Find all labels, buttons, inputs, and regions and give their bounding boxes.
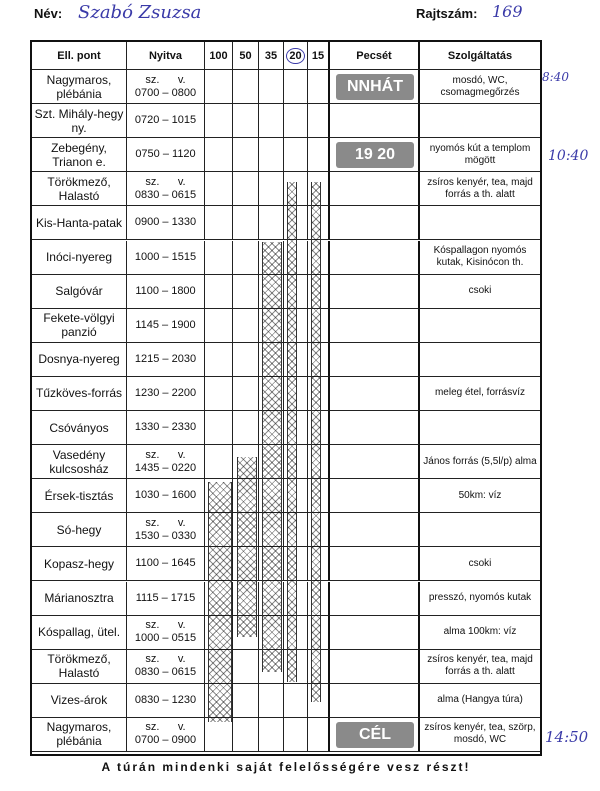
checkpoint-name: Márianosztra — [32, 582, 127, 616]
checkpoint-service: alma (Hangya túra) — [420, 684, 540, 718]
open-time: 1000 – 1515 — [134, 250, 197, 263]
stamp-cell — [330, 513, 420, 547]
cell-100 — [205, 377, 233, 411]
checkpoint-open — [127, 138, 205, 172]
col-point-header: Ell. pont — [32, 42, 127, 70]
cell-50 — [233, 104, 259, 138]
stamp-cell — [330, 582, 420, 616]
checkpoint-open — [127, 445, 205, 479]
cell-15 — [308, 70, 330, 104]
checkpoint-service — [420, 513, 540, 547]
open-time: 1000 – 0515 — [134, 632, 197, 645]
direction-label: sz. v. — [145, 619, 186, 632]
open-time: 1030 – 1600 — [134, 489, 197, 502]
checkpoint-open — [127, 70, 205, 104]
col-open-header: Nyitva — [127, 42, 205, 70]
race-number-label: Rajtszám: — [416, 6, 478, 21]
stamp-cell — [330, 547, 420, 581]
checkpoint-name: Érsek-tisztás — [32, 479, 127, 513]
margin-note-1: 8:40 — [542, 70, 569, 84]
col-35-header: 35 — [259, 42, 284, 70]
margin-note-3: 14:50 — [545, 728, 589, 746]
checkpoint-name: Vizes-árok — [32, 684, 127, 718]
name-value: Szabó Zsuzsa — [78, 2, 202, 23]
cell-50 — [233, 172, 259, 206]
checkpoint-service: presszó, nyomós kutak — [420, 582, 540, 616]
open-time: 1530 – 0330 — [134, 529, 197, 542]
open-time: 0700 – 0800 — [134, 86, 197, 99]
cell-50 — [233, 275, 259, 309]
checkpoint-service: meleg étel, forrásvíz — [420, 377, 540, 411]
checkpoint-service — [420, 343, 540, 377]
track-100 — [208, 482, 232, 722]
checkpoint-name: Csóványos — [32, 411, 127, 445]
cell-100 — [205, 138, 233, 172]
checkpoint-name: Nagymaros, plébánia — [32, 718, 127, 752]
cell-50 — [233, 718, 259, 752]
checkpoint-open — [127, 582, 205, 616]
cell-100 — [205, 172, 233, 206]
cell-20 — [284, 684, 308, 718]
checkpoint-service: 50km: víz — [420, 479, 540, 513]
checkpoint-open — [127, 411, 205, 445]
stamp-mark: CÉL — [336, 722, 414, 748]
checkpoint-open — [127, 650, 205, 684]
cell-15 — [308, 138, 330, 172]
checkpoint-open — [127, 684, 205, 718]
race-number-value: 169 — [492, 2, 523, 21]
stamp-mark: 19 20 — [336, 142, 414, 168]
stamp-cell — [330, 275, 420, 309]
cell-15 — [308, 718, 330, 752]
cell-100 — [205, 206, 233, 240]
checkpoint-open — [127, 377, 205, 411]
cell-50 — [233, 206, 259, 240]
open-time: 0750 – 1120 — [135, 148, 196, 161]
open-time: 0700 – 0900 — [134, 734, 197, 747]
checkpoint-open — [127, 479, 205, 513]
stamp-cell — [330, 650, 420, 684]
cell-100 — [205, 445, 233, 479]
checkpoint-service: csoki — [420, 547, 540, 581]
checkpoint-service — [420, 411, 540, 445]
checkpoint-name: Inóci-nyereg — [32, 241, 127, 275]
checkpoint-table — [30, 40, 542, 756]
track-15 — [311, 182, 321, 702]
cell-100 — [205, 70, 233, 104]
cell-20 — [284, 104, 308, 138]
open-time: 1215 – 2030 — [134, 352, 197, 365]
checkpoint-name: Kopasz-hegy — [32, 547, 127, 581]
checkpoint-open — [127, 241, 205, 275]
checkpoint-service: Kóspallagon nyomós kutak, Kisinócon th. — [420, 241, 540, 275]
open-time: 1435 – 0220 — [134, 461, 197, 474]
checkpoint-service: mosdó, WC, csomagmegőrzés — [420, 70, 540, 104]
checkpoint-service: János forrás (5,5l/p) alma — [420, 445, 540, 479]
direction-label: sz. v. — [145, 516, 186, 529]
checkpoint-open — [127, 172, 205, 206]
cell-100 — [205, 241, 233, 275]
stamp-cell — [330, 616, 420, 650]
checkpoint-service: zsíros kenyér, tea, majd forrás a th. alatt — [420, 650, 540, 684]
checkpoint-open — [127, 206, 205, 240]
checkpoint-service — [420, 206, 540, 240]
stamp-cell — [330, 684, 420, 718]
open-time: 1100 – 1645 — [135, 557, 196, 570]
cell-100 — [205, 104, 233, 138]
cell-35 — [259, 172, 284, 206]
cell-50 — [233, 684, 259, 718]
col-50-header: 50 — [233, 42, 259, 70]
checkpoint-service — [420, 104, 540, 138]
cell-50 — [233, 241, 259, 275]
checkpoint-name: Kóspallag, ütel. — [32, 616, 127, 650]
cell-15 — [308, 104, 330, 138]
direction-label: sz. v. — [145, 448, 186, 461]
cell-50 — [233, 343, 259, 377]
stamp-cell — [330, 479, 420, 513]
open-time: 1145 – 1900 — [135, 318, 196, 331]
col-20-circled: 20 — [286, 48, 304, 64]
checkpoint-name: Salgóvár — [32, 275, 127, 309]
cell-35 — [259, 104, 284, 138]
checkpoint-name: Szt. Mihály-hegy ny. — [32, 104, 127, 138]
open-time: 1115 – 1715 — [135, 591, 196, 604]
checkpoint-name: Fekete-völgyi panzió — [32, 309, 127, 343]
cell-35 — [259, 718, 284, 752]
checkpoint-service: csoki — [420, 275, 540, 309]
cell-50 — [233, 377, 259, 411]
checkpoint-name: Törökmező, Halastó — [32, 172, 127, 206]
checkpoint-open — [127, 718, 205, 752]
checkpoint-name: Só-hegy — [32, 513, 127, 547]
col-20-header — [284, 42, 308, 70]
open-time: 1100 – 1800 — [135, 284, 196, 297]
checkpoint-name: Kis-Hanta-patak — [32, 206, 127, 240]
col-100-header: 100 — [205, 42, 233, 70]
stamp-cell — [330, 104, 420, 138]
checkpoint-name: Tűzköves-forrás — [32, 377, 127, 411]
cell-100 — [205, 343, 233, 377]
direction-label: sz. v. — [145, 721, 186, 734]
open-time: 0830 – 0615 — [134, 188, 197, 201]
checkpoint-service: nyomós kút a templom mögött — [420, 138, 540, 172]
cell-50 — [233, 309, 259, 343]
checkpoint-open — [127, 616, 205, 650]
direction-label: sz. v. — [145, 653, 186, 666]
cell-35 — [259, 70, 284, 104]
stamp-cell — [330, 718, 420, 752]
track-20 — [287, 182, 297, 682]
name-label: Név: — [34, 6, 63, 21]
track-50 — [237, 457, 257, 637]
cell-100 — [205, 718, 233, 752]
checkpoint-name: Zebegény, Trianon e. — [32, 138, 127, 172]
col-15-header: 15 — [308, 42, 330, 70]
footer-disclaimer: A túrán mindenki saját felelősségére vesz részt! — [101, 760, 471, 774]
margin-note-2: 10:40 — [548, 148, 589, 164]
open-time: 0830 – 0615 — [134, 666, 197, 679]
checkpoint-open — [127, 104, 205, 138]
cell-35 — [259, 206, 284, 240]
direction-label: sz. v. — [145, 73, 186, 86]
stamp-cell — [330, 309, 420, 343]
stamp-cell — [330, 343, 420, 377]
cell-35 — [259, 138, 284, 172]
open-time: 1330 – 2330 — [134, 421, 197, 434]
stamp-cell — [330, 377, 420, 411]
direction-label: sz. v. — [145, 175, 186, 188]
cell-35 — [259, 684, 284, 718]
cell-20 — [284, 70, 308, 104]
cell-100 — [205, 411, 233, 445]
open-time: 0900 – 1330 — [134, 216, 197, 229]
col-stamp-header: Pecsét — [330, 42, 420, 70]
track-35 — [262, 242, 282, 672]
cell-50 — [233, 70, 259, 104]
checkpoint-name: Dosnya-nyereg — [32, 343, 127, 377]
stamp-cell — [330, 206, 420, 240]
stamp-cell — [330, 241, 420, 275]
cell-20 — [284, 138, 308, 172]
stamp-cell — [330, 411, 420, 445]
cell-50 — [233, 650, 259, 684]
checkpoint-name: Törökmező, Halastó — [32, 650, 127, 684]
checkpoint-open — [127, 309, 205, 343]
open-time: 0830 – 1230 — [134, 693, 197, 706]
checkpoint-open — [127, 343, 205, 377]
col-service-header: Szolgáltatás — [420, 42, 540, 70]
checkpoint-name: Vasedény kulcsosház — [32, 445, 127, 479]
checkpoint-open — [127, 547, 205, 581]
cell-100 — [205, 275, 233, 309]
cell-100 — [205, 309, 233, 343]
open-time: 0720 – 1015 — [134, 114, 197, 127]
checkpoint-service: zsíros kenyér, tea, majd forrás a th. alatt — [420, 172, 540, 206]
checkpoint-name: Nagymaros, plébánia — [32, 70, 127, 104]
checkpoint-service: zsíros kenyér, tea, szörp, mosdó, WC — [420, 718, 540, 752]
stamp-cell — [330, 70, 420, 104]
stamp-cell — [330, 138, 420, 172]
checkpoint-open — [127, 275, 205, 309]
checkpoint-service — [420, 309, 540, 343]
checkpoint-service: alma 100km: víz — [420, 616, 540, 650]
stamp-cell — [330, 445, 420, 479]
stamp-mark: NNHÁT — [336, 74, 414, 100]
cell-50 — [233, 411, 259, 445]
cell-50 — [233, 138, 259, 172]
open-time: 1230 – 2200 — [134, 386, 197, 399]
stamp-cell — [330, 172, 420, 206]
checkpoint-open — [127, 513, 205, 547]
cell-20 — [284, 718, 308, 752]
